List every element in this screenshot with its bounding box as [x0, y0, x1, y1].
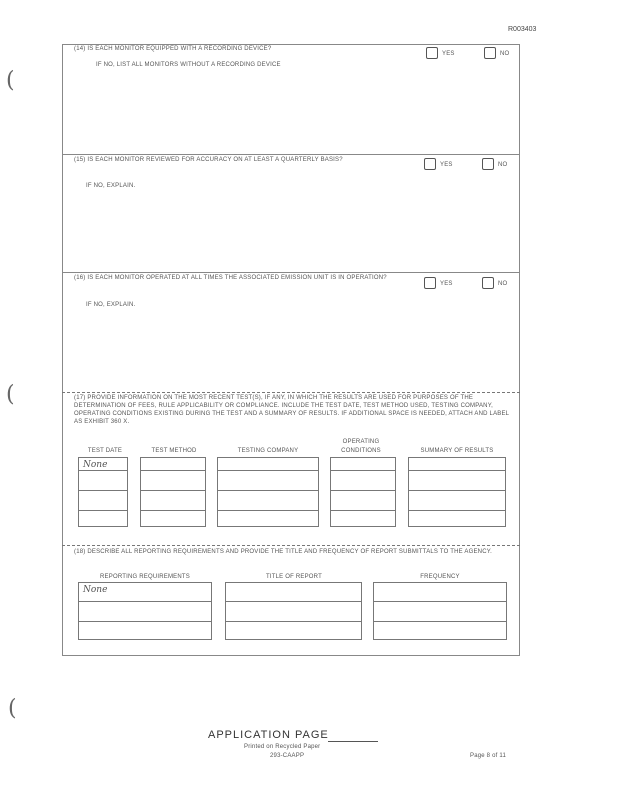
test-method-box[interactable]: [140, 457, 206, 527]
question-14: (14) IS EACH MONITOR EQUIPPED WITH A RECORDING DEVICE?: [74, 46, 272, 52]
q16-yes-checkbox[interactable]: [424, 277, 436, 289]
q14-no-checkbox[interactable]: [484, 47, 496, 59]
col-frequency: FREQUENCY: [420, 574, 460, 580]
test-date-entry: None: [83, 460, 108, 470]
test-date-box[interactable]: [78, 457, 128, 527]
col-reporting-requirements: REPORTING REQUIREMENTS: [100, 574, 190, 580]
question-16: (16) IS EACH MONITOR OPERATED AT ALL TIMES THE ASSOCIATED EMISSION UNIT IS IN OPERATION?: [74, 275, 387, 281]
section-divider: [62, 392, 520, 393]
col-test-date: TEST DATE: [87, 448, 123, 454]
punch-hole-mark: (: [6, 382, 15, 407]
title-of-report-box[interactable]: [225, 582, 362, 640]
q15-explain-label: IF NO, EXPLAIN.: [86, 183, 136, 189]
page-number: Page 8 of 11: [470, 753, 506, 759]
q15-yes-checkbox[interactable]: [424, 158, 436, 170]
q14-yes-checkbox[interactable]: [426, 47, 438, 59]
question-15: (15) IS EACH MONITOR REVIEWED FOR ACCURACY ON AT LEAST A QUARTERLY BASIS?: [74, 157, 343, 163]
reporting-entry: None: [83, 585, 108, 595]
testing-company-box[interactable]: [217, 457, 319, 527]
reporting-requirements-box[interactable]: [78, 582, 212, 640]
q16-explain-label: IF NO, EXPLAIN.: [86, 302, 136, 308]
operating-conditions-box[interactable]: [330, 457, 396, 527]
question-18: (18) DESCRIBE ALL REPORTING REQUIREMENTS AND PROVIDE THE TITLE AND FREQUENCY OF REPORT SUBMITTALS TO THE AGENCY.: [74, 549, 493, 555]
q15-no-checkbox[interactable]: [482, 158, 494, 170]
page-number-line: [328, 741, 378, 742]
section-divider: [62, 154, 520, 155]
q15-yes-label: YES: [440, 162, 453, 168]
footer-subtitle: Printed on Recycled Paper: [244, 744, 321, 750]
footer-code: 293-CAAPP: [270, 753, 305, 759]
footer-title: APPLICATION PAGE: [208, 729, 329, 741]
form-code: R003403: [508, 26, 537, 33]
col-testing-company: TESTING COMPANY: [237, 448, 299, 454]
q15-no-label: NO: [498, 162, 508, 168]
question-17: (17) PROVIDE INFORMATION ON THE MOST RECENT TEST(S), IF ANY, IN WHICH THE RESULTS ARE USED FOR PURPOSES OF THE DETERMINATION OF FEES, RULE APPLICABILITY OR COMPLIANCE. INCLUDE THE TEST DATE, TEST METHOD USED, TESTING COMPANY, OPERATING CONDITIONS EXISTING DURING THE TEST AND A SUMMARY OF RESULTS. IF ADDITIONAL SPACE IS NEEDED, ATTACH AND LABEL AS EXHIBIT 360 X.: [74, 395, 509, 425]
section-divider: [62, 272, 520, 273]
q16-no-checkbox[interactable]: [482, 277, 494, 289]
q14-no-label: NO: [500, 51, 510, 57]
q14-yes-label: YES: [442, 51, 455, 57]
q16-yes-label: YES: [440, 281, 453, 287]
punch-hole-mark: (: [8, 696, 17, 721]
col-summary-results: SUMMARY OF RESULTS: [420, 448, 494, 454]
form-frame: [62, 44, 520, 656]
frequency-box[interactable]: [373, 582, 507, 640]
q14-explain-label: IF NO, LIST ALL MONITORS WITHOUT A RECORDING DEVICE: [96, 62, 281, 68]
col-operating-conditions: OPERATING CONDITIONS: [341, 439, 381, 454]
punch-hole-mark: (: [6, 68, 15, 93]
summary-results-box[interactable]: [408, 457, 506, 527]
col-test-method: TEST METHOD: [151, 448, 197, 454]
q16-no-label: NO: [498, 281, 508, 287]
col-title-of-report: TITLE OF REPORT: [266, 574, 322, 580]
section-divider: [62, 545, 520, 546]
